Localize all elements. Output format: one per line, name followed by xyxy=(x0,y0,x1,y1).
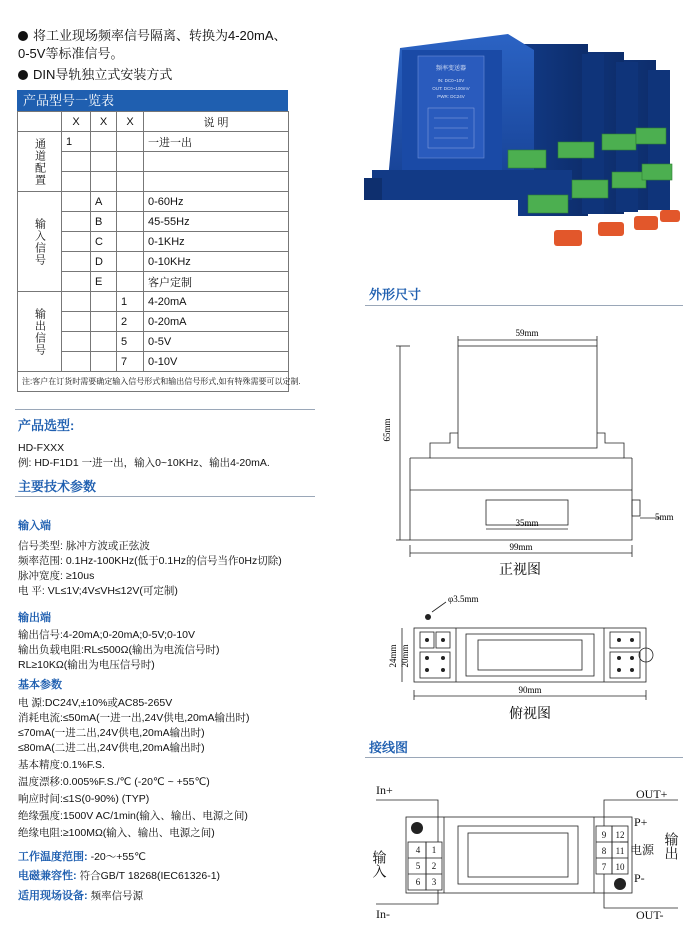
output-desc: 0-10V xyxy=(144,352,289,372)
table-row xyxy=(18,192,289,212)
photo-label-line2: IN: DC0~10V xyxy=(437,78,465,83)
input-params xyxy=(18,539,282,599)
device-label: 适用现场设备: xyxy=(18,890,88,902)
dim-65: 65mm xyxy=(382,418,392,442)
channel-label: 通道配置 xyxy=(18,132,62,192)
input-code: C xyxy=(91,232,117,252)
temp-range-label: 工作温度范围: xyxy=(18,851,88,863)
top-view-drawing xyxy=(370,590,685,740)
dim-20: 20mm xyxy=(400,644,410,668)
wiring-diagram xyxy=(368,780,686,920)
product-photo xyxy=(358,10,683,260)
model-table xyxy=(17,111,301,392)
divider xyxy=(15,409,315,410)
power-label: 电源 xyxy=(630,843,655,857)
wire-terminal: 6 xyxy=(415,877,421,887)
table-row xyxy=(18,132,289,152)
output-code: 1 xyxy=(117,292,144,312)
input-desc: 客户定制 xyxy=(144,272,289,292)
header-desc: 说 明 xyxy=(144,112,289,132)
divider xyxy=(15,496,315,497)
emc-value: 符合GB/T 18268(IEC61326-1) xyxy=(76,870,221,882)
param-line: 信号类型: 脉冲方波或正弦波 xyxy=(18,540,150,552)
input-desc: 0-60Hz xyxy=(144,192,289,212)
output-desc: 4-20mA xyxy=(144,292,289,312)
header-x3: X xyxy=(117,112,144,132)
p-plus-label: P+ xyxy=(634,815,648,829)
dim-35: 35mm xyxy=(515,518,539,528)
wire-terminal: 10 xyxy=(615,862,625,872)
front-view-drawing xyxy=(370,315,685,580)
terminal-marker-icon xyxy=(411,822,423,834)
input-desc: 45-55Hz xyxy=(144,212,289,232)
intro-bullet-2 xyxy=(18,66,172,84)
divider xyxy=(365,757,683,758)
param-line: ≤80mA(二进二出,24V供电,20mA输出时) xyxy=(18,742,205,754)
table-note: 注:客户在订货时需要确定输入信号形式和输出信号形式,如有特殊需要可以定制. xyxy=(18,372,289,392)
param-line: 电 源:DC24V,±10%或AC85-265V xyxy=(18,697,173,709)
intro-bullet-1 xyxy=(18,27,287,45)
table-row xyxy=(18,292,289,312)
temp-range xyxy=(18,850,146,865)
input-code: A xyxy=(91,192,117,212)
output-section-heading: 输出端 xyxy=(18,612,51,624)
dim-90: 90mm xyxy=(518,685,542,695)
param-line: 输出负载电阻:RL≤500Ω(输出为电流信号时) xyxy=(18,644,220,656)
input-desc: 0-1KHz xyxy=(144,232,289,252)
param-line: 绝缘强度:1500V AC/1min(输入、输出、电源之间) xyxy=(18,810,248,822)
photo-label-line4: PWR: DC24V xyxy=(437,94,465,99)
in-plus-label: In+ xyxy=(376,783,393,797)
wire-terminal: 4 xyxy=(415,845,421,855)
param-line: 响应时间:≤1S(0-90%) (TYP) xyxy=(18,793,150,805)
header-x2: X xyxy=(91,112,117,132)
device xyxy=(18,889,143,904)
wire-terminal: 2 xyxy=(431,861,437,871)
in-minus-label: In- xyxy=(376,907,390,920)
basic-section-heading: 基本参数 xyxy=(18,679,62,691)
param-line: 基本精度:0.1%F.S. xyxy=(18,759,105,771)
wire-terminal: 11 xyxy=(615,846,625,856)
temp-range-value: -20～+55℃ xyxy=(87,851,146,863)
dim-5: 5mm xyxy=(655,512,674,522)
output-desc: 0-5V xyxy=(144,332,289,352)
channel-code: 1 xyxy=(62,132,91,152)
intro-bullet-1-line1: 将工业现场频率信号隔离、转换为4-20mA、 xyxy=(33,28,287,43)
channel-desc: 一进一出 xyxy=(144,132,289,152)
wire-terminal: 5 xyxy=(415,861,421,871)
param-line: 输出信号:4-20mA;0-20mA;0-5V;0-10V xyxy=(18,629,196,641)
model-table-header xyxy=(18,112,289,132)
selection-example: 例: HD-F1D1 一进一出，输入0~10KHz、输出4-20mA. xyxy=(18,457,270,469)
param-line: RL≥10KΩ(输出为电压信号时) xyxy=(18,659,155,671)
wire-terminal: 9 xyxy=(601,830,607,840)
photo-label-line3: OUT: DC0~100mV xyxy=(432,86,470,91)
bullet-dot-icon xyxy=(18,31,28,41)
input-desc: 0-10KHz xyxy=(144,252,289,272)
front-view-caption: 正视图 xyxy=(499,563,541,578)
output-code: 5 xyxy=(117,332,144,352)
output-code: 7 xyxy=(117,352,144,372)
emc xyxy=(18,869,220,884)
dim-59: 59mm xyxy=(515,328,539,338)
selection-heading: 产品选型: xyxy=(18,418,75,433)
out-minus-label: OUT- xyxy=(636,908,664,920)
input-label: 输入 xyxy=(370,850,386,878)
input-section-heading: 输入端 xyxy=(18,520,51,532)
param-line: 消耗电流:≤50mA(一进一出,24V供电,20mA输出时) xyxy=(18,712,250,724)
param-line: 电 平: VL≤1V;4V≤VH≤12V(可定制) xyxy=(18,585,178,597)
tech-heading: 主要技术参数 xyxy=(18,479,97,494)
out-plus-label: OUT+ xyxy=(636,787,668,801)
param-line: 频率范围: 0.1Hz-100KHz(低于0.1Hz的信号当作0Hz切除) xyxy=(18,555,282,567)
param-line: 温度漂移:0.005%F.S./℃ (-20℃ ~ +55℃) xyxy=(18,776,210,788)
emc-label: 电磁兼容性: xyxy=(18,870,77,882)
wiring-heading: 接线图 xyxy=(369,740,409,755)
param-line: 脉冲宽度: ≥10us xyxy=(18,570,95,582)
param-line: 绝缘电阻:≥100MΩ(输入、输出、电源之间) xyxy=(18,827,215,839)
dim-99: 99mm xyxy=(509,542,533,552)
input-code: E xyxy=(91,272,117,292)
input-code: D xyxy=(91,252,117,272)
intro-bullet-2-text: DIN导轨独立式安装方式 xyxy=(33,67,173,82)
dim-24: 24mm xyxy=(388,644,398,668)
output-desc: 0-20mA xyxy=(144,312,289,332)
top-view-caption: 俯视图 xyxy=(509,707,551,722)
wire-terminal: 1 xyxy=(431,845,437,855)
p-minus-label: P- xyxy=(634,871,645,885)
wire-terminal: 7 xyxy=(601,862,607,872)
dim-hole: φ3.5mm xyxy=(448,594,479,604)
wire-terminal: 12 xyxy=(615,830,625,840)
input-code: B xyxy=(91,212,117,232)
model-table-title: 产品型号一览表 xyxy=(17,90,288,111)
terminal-marker-icon xyxy=(614,878,626,890)
input-label: 输入信号 xyxy=(18,192,62,292)
photo-label-line1: 频率变送器 xyxy=(435,66,467,72)
divider xyxy=(365,305,683,306)
basic-params xyxy=(18,696,250,841)
output-label: 输出 xyxy=(662,832,678,860)
output-code: 2 xyxy=(117,312,144,332)
selection-model: HD-FXXX xyxy=(18,442,65,454)
wire-terminal: 3 xyxy=(431,877,437,887)
header-x1: X xyxy=(62,112,91,132)
output-label: 输出信号 xyxy=(18,292,62,372)
bullet-dot-icon xyxy=(18,70,28,80)
outline-heading: 外形尺寸 xyxy=(369,287,422,302)
param-line: ≤70mA(一进二出,24V供电,20mA输出时) xyxy=(18,727,205,739)
device-value: 频率信号源 xyxy=(87,890,144,902)
output-params xyxy=(18,628,219,673)
wire-terminal: 8 xyxy=(601,846,607,856)
intro-bullet-1-cont: 0-5V等标准信号。 xyxy=(18,46,124,61)
